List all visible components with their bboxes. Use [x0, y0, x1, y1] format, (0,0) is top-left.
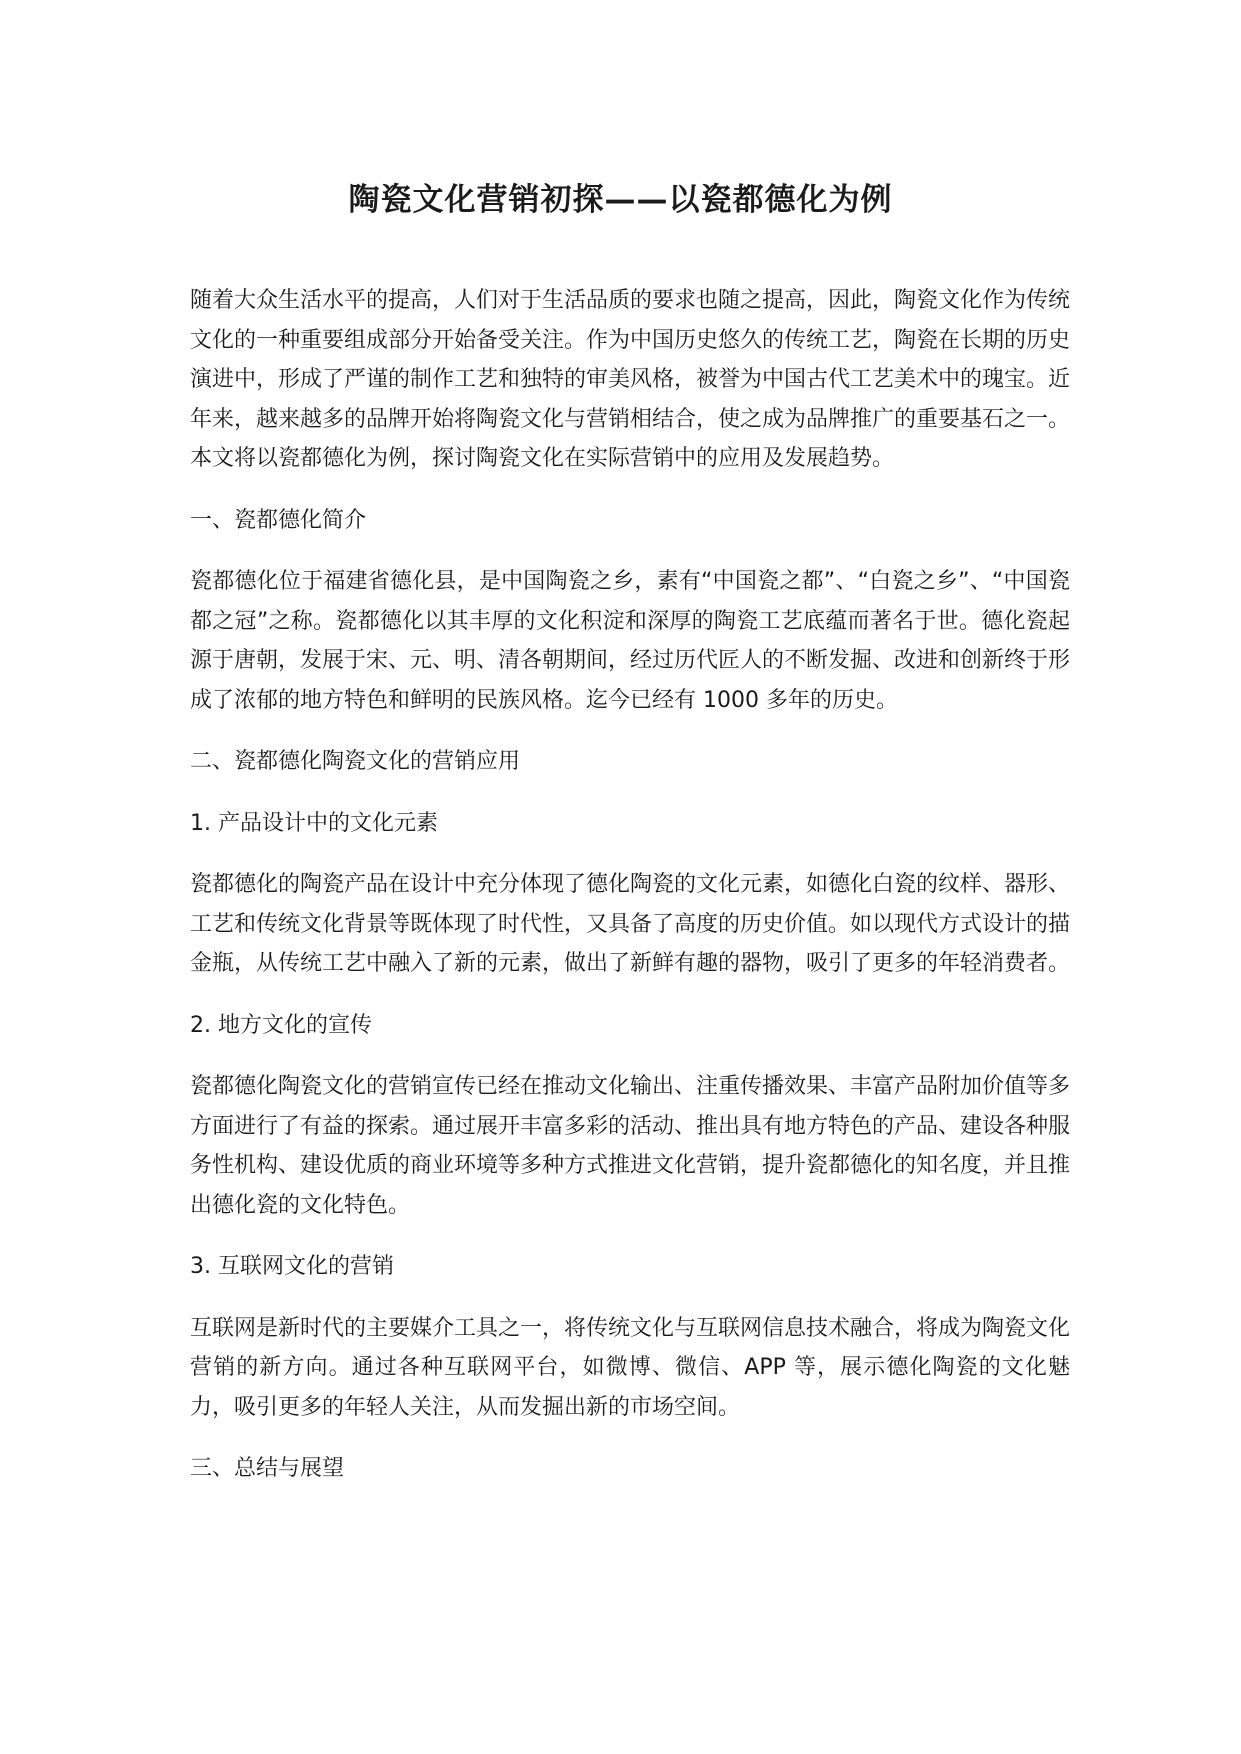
subsection-heading-2-1: 1. 产品设计中的文化元素	[190, 810, 438, 836]
subsection-heading-2-3: 3. 互联网文化的营销	[190, 1254, 394, 1279]
subsection-heading-2-2: 2. 地方文化的宣传	[190, 1012, 372, 1038]
document-title: 陶瓷文化营销初探——以瓷都德化为例	[348, 182, 893, 218]
section-heading-3: 三、总结与展望	[190, 1456, 345, 1481]
subsection-2-3-paragraph: 互联网是新时代的主要媒介工具之一，将传统文化与互联网信息技术融合，将成为陶瓷文化营销的新方向。通过各种互联网平台，如微博、微信、APP 等，展示德化陶瓷的文化魅力，吸引更多的年轻人关注，从而发掘出新的市场空间。	[190, 1315, 1071, 1420]
section-heading-1: 一、瓷都德化简介	[190, 507, 367, 533]
section-1-paragraph: 瓷都德化位于福建省德化县，是中国陶瓷之乡，素有“中国瓷之都”、“白瓷之乡”、“中国瓷都之冠”之称。瓷都德化以其丰厚的文化积淀和深厚的陶瓷工艺底蕴而著名于世。德化瓷起源于唐朝，发展于宋、元、明、清各朝期间，经过历代匠人的不断发掘、改进和创新终于形成了浓郁的地方特色和鲜明的民族风格。迄今已经有 1000 多年的历史。	[190, 569, 1071, 713]
subsection-2-1-paragraph: 瓷都德化的陶瓷产品在设计中充分体现了德化陶瓷的文化元素，如德化白瓷的纹样、器形、工艺和传统文化背景等既体现了时代性，又具备了高度的历史价值。如以现代方式设计的描金瓶，从传统工艺中融入了新的元素，做出了新鲜有趣的器物，吸引了更多的年轻消费者。	[190, 872, 1071, 976]
section-heading-2: 二、瓷都德化陶瓷文化的营销应用	[190, 749, 521, 774]
intro-paragraph: 随着大众生活水平的提高，人们对于生活品质的要求也随之提高，因此，陶瓷文化作为传统文化的一种重要组成部分开始备受关注。作为中国历史悠久的传统工艺，陶瓷在长期的历史演进中，形成了严谨的制作工艺和独特的审美风格，被誉为中国古代工艺美术中的瑰宝。近年来，越来越多的品牌开始将陶瓷文化与营销相结合，使之成为品牌推广的重要基石之一。本文将以瓷都德化为例，探讨陶瓷文化在实际营销中的应用及发展趋势。	[190, 288, 1071, 471]
document-body	[190, 281, 1070, 1511]
subsection-2-2-paragraph: 瓷都德化陶瓷文化的营销宣传已经在推动文化输出、注重传播效果、丰富产品附加价值等多方面进行了有益的探索。通过展开丰富多彩的活动、推出具有地方特色的产品、建设各种服务性机构、建设优质的商业环境等多种方式推进文化营销，提升瓷都德化的知名度，并且推出德化瓷的文化特色。	[190, 1074, 1071, 1218]
